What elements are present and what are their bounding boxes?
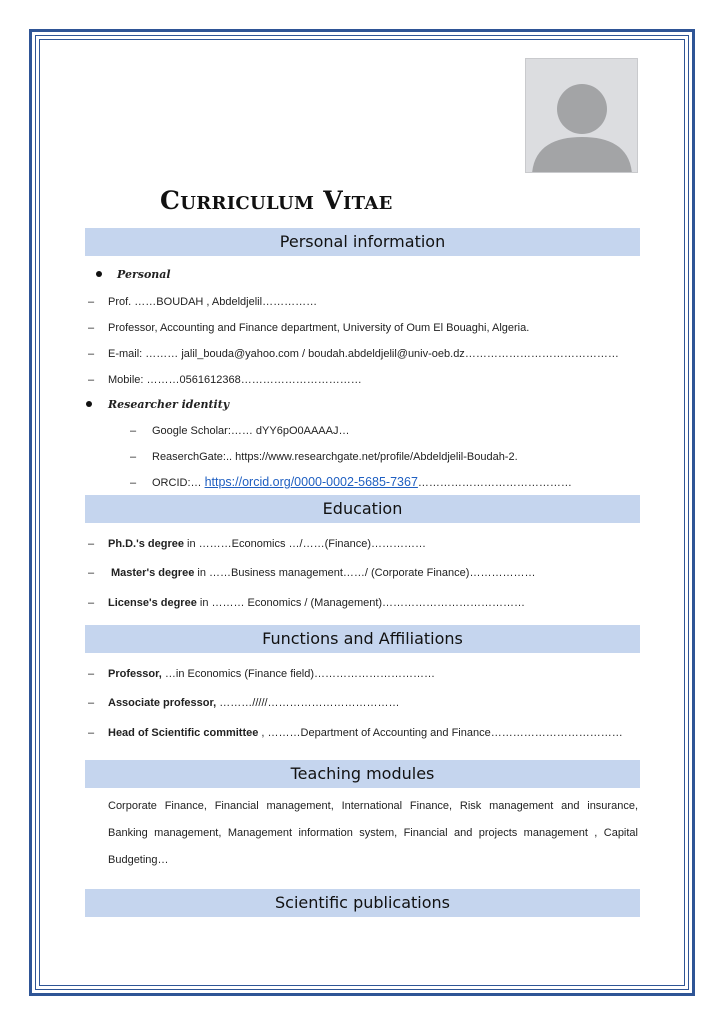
education-item: Ph.D.'s degree in ………Economics …/……(Finance)…………… — [108, 538, 427, 550]
subheading-personal: Personal — [117, 268, 171, 281]
dash-marker: – — [88, 597, 95, 609]
google-scholar-line: Google Scholar:…… dYY6pO0AAAAJ… — [152, 425, 350, 437]
section-header-education: Education — [85, 495, 640, 523]
dash-marker: – — [88, 348, 95, 360]
function-item: Associate professor, ………/////……………………………… — [108, 697, 400, 709]
bullet-icon — [86, 401, 92, 407]
section-header-teaching-modules: Teaching modules — [85, 760, 640, 788]
bullet-icon — [96, 271, 102, 277]
dash-marker: – — [88, 374, 95, 386]
full-name: BOUDAH , Abdeldjelil — [156, 296, 263, 308]
name-line: Prof. ……BOUDAH , Abdeldjelil…………… — [108, 296, 318, 308]
email-line: E-mail: ……… jalil_bouda@yahoo.com / boudah.abdeldjelil@univ-oeb.dz…………………………………… — [108, 348, 619, 360]
dash-marker: – — [88, 697, 95, 709]
orcid-link[interactable]: https://orcid.org/0000-0002-5685-7367 — [204, 475, 418, 489]
position-line: Professor, Accounting and Finance department, University of Oum El Bouaghi, Algeria. — [108, 322, 530, 334]
orcid-line: ORCID:… https://orcid.org/0000-0002-5685-7367…………………………………… — [152, 475, 572, 489]
teaching-modules-text: Corporate Finance, Financial management, International Finance, Risk management and insurance, Banking management, Management information system, Financial and projects management , Capital Budgeting… — [108, 800, 638, 866]
email-value: jalil_bouda@yahoo.com / boudah.abdeldjelil@univ-oeb.dz — [181, 348, 465, 360]
dash-marker: – — [88, 322, 95, 334]
dash-marker: – — [130, 451, 137, 463]
education-item: Master's degree in ……Business management……/ (Corporate Finance)……………… — [111, 567, 536, 579]
dash-marker: – — [88, 727, 95, 739]
dash-marker: – — [88, 538, 95, 550]
cv-title: Curriculum Vitae — [160, 186, 393, 215]
function-item: Head of Scientific committee , ………Department of Accounting and Finance……………………………… — [108, 727, 623, 739]
dash-marker: – — [130, 477, 137, 489]
section-header-functions-affiliations: Functions and Affiliations — [85, 625, 640, 653]
person-silhouette-icon — [525, 58, 638, 173]
subheading-researcher-identity: Researcher identity — [108, 398, 230, 411]
education-item: License's degree in ……… Economics / (Management)………………………………… — [108, 597, 526, 609]
mobile-line: Mobile: ………0561612368…………………………… — [108, 374, 362, 386]
dash-marker: – — [130, 425, 137, 437]
dash-marker: – — [88, 668, 95, 680]
dash-marker: – — [88, 567, 95, 579]
mobile-value: 0561612368 — [179, 374, 241, 386]
function-item: Professor, …in Economics (Finance field)…………………………… — [108, 668, 436, 680]
dash-marker: – — [88, 296, 95, 308]
section-header-scientific-publications: Scientific publications — [85, 889, 640, 917]
researchgate-line: ReaserchGate:.. https://www.researchgate.net/profile/Abdeldjelil-Boudah-2. — [152, 451, 518, 463]
section-header-personal-information: Personal information — [85, 228, 640, 256]
